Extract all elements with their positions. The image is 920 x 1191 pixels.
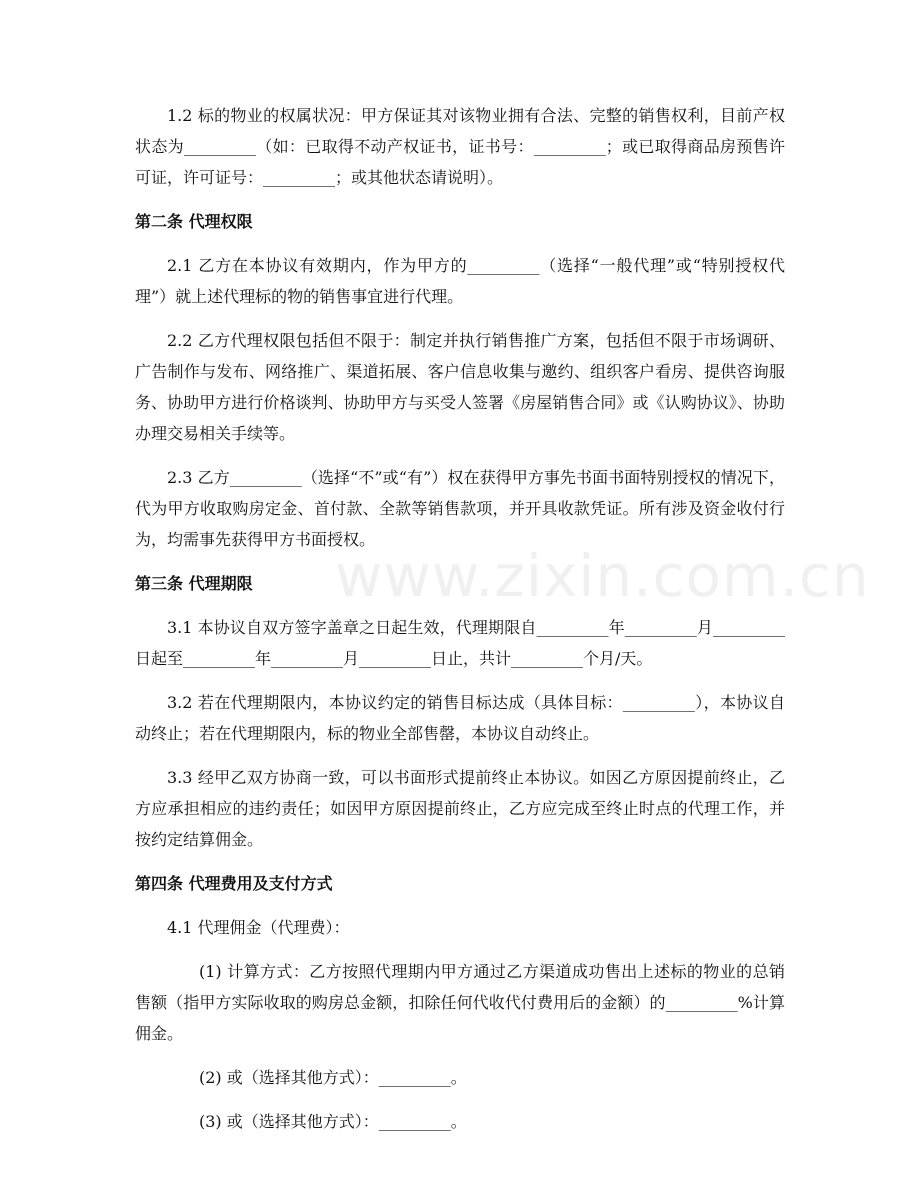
clause-3-1: 3.1 本协议自双方签字盖章之日起生效，代理期限自_________年_________月_________日起至_________年_________月_________日止，共计_________个月/天。 (135, 618, 785, 668)
clause-4-1-item-3: (3) 或（选择其他方式）：_________。 (199, 1112, 467, 1131)
clause-4-1-item-1: (1) 计算方式：乙方按照代理期内甲方通过乙方渠道成功售出上述标的物业的总销售额（指甲方实际收取的购房总金额，扣除任何代收代付费用后的金额）的_________%计算佣金。 (135, 962, 785, 1043)
clause-4-1: 4.1 代理佣金（代理费）： (167, 918, 350, 937)
clause-3-2: 3.2 若在代理期限内，本协议约定的销售目标达成（具体目标：_________），本协议自动终止；若在代理期限内，标的物业全部售罄，本协议自动终止。 (135, 693, 785, 743)
article-3-heading: 第三条 代理期限 (135, 574, 253, 593)
watermark: www.zixin.com.cn (335, 542, 870, 610)
article-2-heading: 第二条 代理权限 (135, 212, 253, 231)
clause-1-2: 1.2 标的物业的权属状况：甲方保证其对该物业拥有合法、完整的销售权利，目前产权状态为_________（如：已取得不动产权证书，证书号：_________；或已取得商品房预售许可证，许可证号：_________；或其他状态请说明）。 (135, 106, 785, 187)
clause-2-1: 2.1 乙方在本协议有效期内，作为甲方的_________（选择“一般代理”或“特别授权代理”）就上述代理标的物的销售事宜进行代理。 (135, 256, 785, 306)
clause-2-3: 2.3 乙方_________（选择“不”或“有”）权在获得甲方事先书面书面特别授权的情况下，代为甲方收取购房定金、首付款、全款等销售款项，并开具收款凭证。所有涉及资金收付行为，均需事先获得甲方书面授权。 (135, 468, 785, 549)
clause-3-3: 3.3 经甲乙双方协商一致，可以书面形式提前终止本协议。如因乙方原因提前终止，乙方应承担相应的违约责任；如因甲方原因提前终止，乙方应完成至终止时点的代理工作，并按约定结算佣金。 (135, 768, 785, 849)
clause-4-1-item-2: (2) 或（选择其他方式）：_________。 (199, 1068, 467, 1087)
document-body (135, 100, 785, 1150)
article-4-heading: 第四条 代理费用及支付方式 (135, 874, 333, 893)
clause-2-2: 2.2 乙方代理权限包括但不限于：制定并执行销售推广方案，包括但不限于市场调研、广告制作与发布、网络推广、渠道拓展、客户信息收集与邀约、组织客户看房、提供咨询服务、协助甲方进行价格谈判、协助甲方与买受人签署《房屋销售合同》或《认购协议》、协助办理交易相关手续等。 (135, 331, 785, 443)
